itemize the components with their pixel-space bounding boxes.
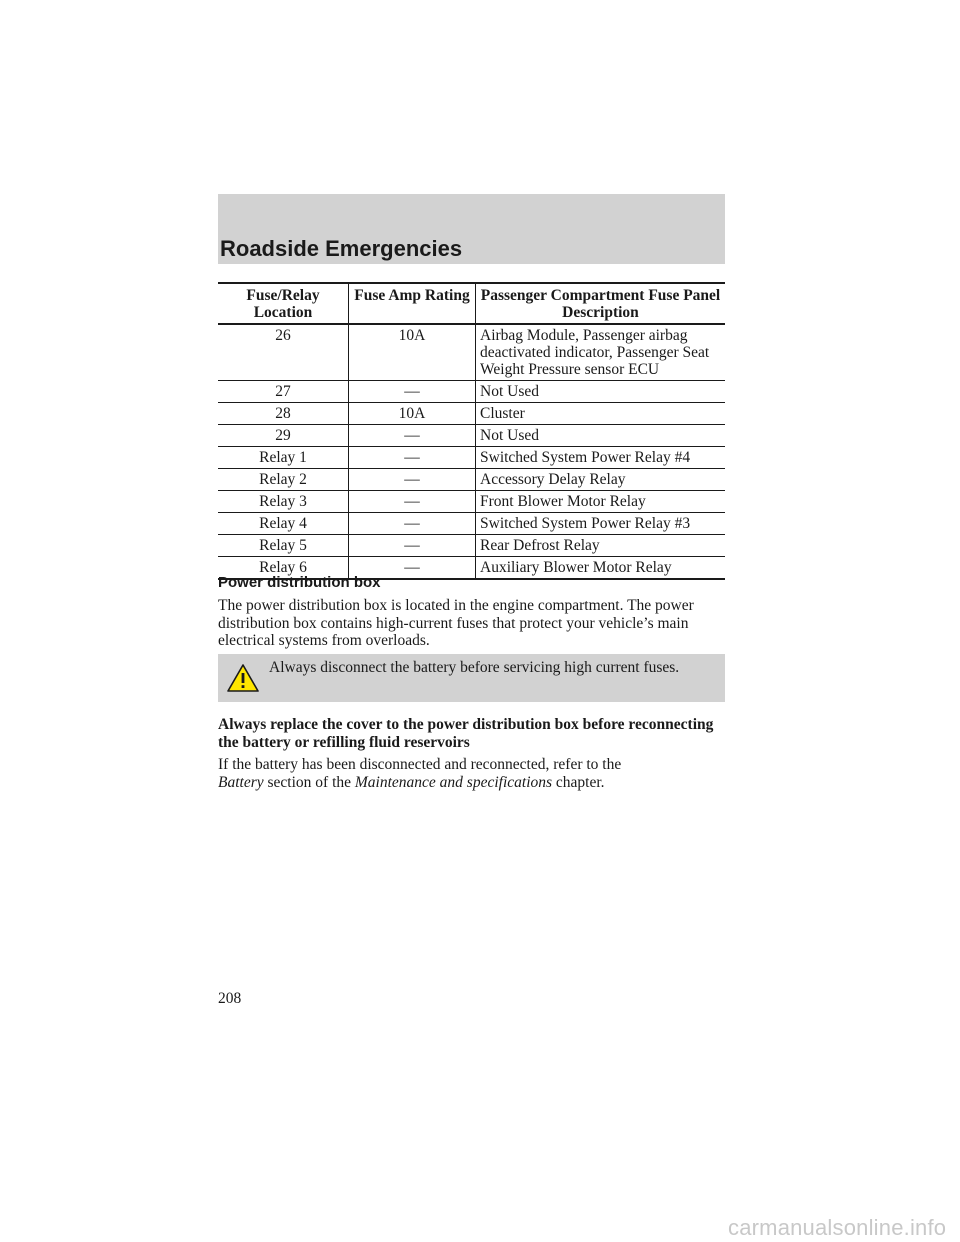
reference-text-after: chapter. [555,773,605,791]
column-header-location: Fuse/Relay Location [218,283,349,324]
cell-location: Relay 3 [218,491,349,513]
table-header-row [218,283,725,324]
cell-location: Relay 6 [218,557,349,580]
cell-description: Not Used [476,425,726,447]
cell-description: Auxiliary Blower Motor Relay [476,557,726,580]
cell-location: 27 [218,381,349,403]
cell-location: Relay 1 [218,447,349,469]
table-row [218,535,725,557]
fuse-table [218,282,725,580]
page-title: Roadside Emergencies [220,236,463,261]
cell-location: Relay 2 [218,469,349,491]
table-row [218,425,725,447]
cell-description: Accessory Delay Relay [476,469,726,491]
table-row [218,447,725,469]
cell-location: Relay 4 [218,513,349,535]
cell-rating: — [349,535,476,557]
reference-text-middle: section of the [267,773,352,791]
cell-rating: — [349,425,476,447]
table-row [218,324,725,381]
cell-location: 29 [218,425,349,447]
cell-description: Not Used [476,381,726,403]
cell-rating: — [349,469,476,491]
cell-description: Front Blower Motor Relay [476,491,726,513]
cell-location: Relay 5 [218,535,349,557]
cell-location: 26 [218,324,349,381]
cell-description: Airbag Module, Passenger airbag deactivated indicator, Passenger Seat Weight Pressure sensor ECU [476,324,726,381]
cell-rating: 10A [349,403,476,425]
cell-rating: 10A [349,324,476,381]
table-row [218,513,725,535]
reference-link-maintenance: Maintenance and specifications [354,773,553,791]
reference-text-before: If the battery has been disconnected and reconnected, refer to the [218,756,622,773]
table-row [218,403,725,425]
reference-link-battery: Battery [218,773,264,791]
cell-description: Rear Defrost Relay [476,535,726,557]
warning-text: Always disconnect the battery before servicing high current fuses. [269,659,680,676]
column-header-rating: Fuse Amp Rating [349,283,476,324]
cell-location: 28 [218,403,349,425]
table-row [218,381,725,403]
page-number: 208 [218,990,242,1007]
cell-description: Switched System Power Relay #4 [476,447,726,469]
cell-rating: — [349,557,476,580]
warning-box [218,654,725,702]
cell-rating: — [349,381,476,403]
cell-rating: — [349,513,476,535]
table-row [218,469,725,491]
intro-paragraph: The power distribution box is located in the engine compartment. The power distribution box contains high-current fuses that protect your vehicle’s main electrical systems from overloads. [218,597,694,649]
section-heading: Power distribution box [218,574,381,591]
cell-description: Cluster [476,403,726,425]
cell-rating: — [349,447,476,469]
cell-description: Switched System Power Relay #3 [476,513,726,535]
cell-rating: — [349,491,476,513]
bold-note: Always replace the cover to the power distribution box before reconnecting the battery or refilling fluid reservoirs [218,716,714,751]
warning-triangle-icon [226,663,260,693]
column-header-description: Passenger Compartment Fuse Panel Description [476,283,726,324]
reference-paragraph [218,756,728,791]
table-row [218,491,725,513]
watermark: carmanualsonline.info [728,1215,947,1240]
